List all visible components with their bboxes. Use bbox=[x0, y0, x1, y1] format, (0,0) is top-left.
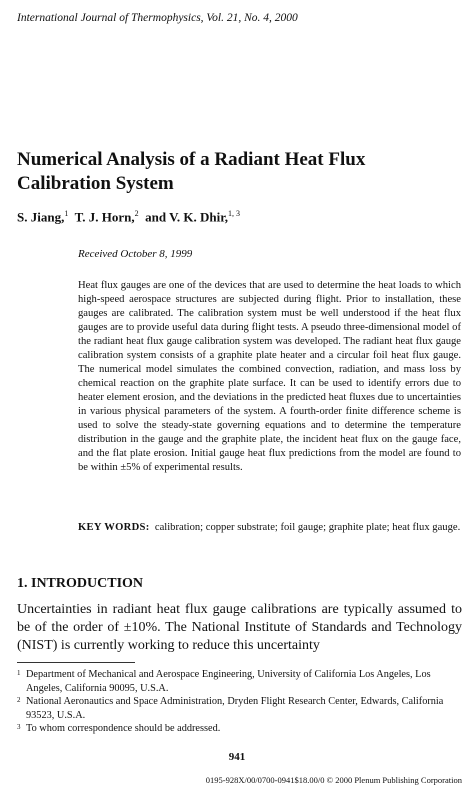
footnote bbox=[17, 695, 462, 722]
author-affiliation-mark: 1, 3 bbox=[228, 209, 241, 218]
body-paragraph: Uncertainties in radiant heat flux gauge calibrations are typically assumed to be of the order of ±10%. The National Institute of Standards and Technology (NIST) is currently working to reduce this uncertainty bbox=[17, 602, 462, 653]
received-date: Received October 8, 1999 bbox=[78, 248, 193, 260]
author-name: T. J. Horn, bbox=[74, 209, 135, 225]
footnote-text: To whom correspondence should be addressed. bbox=[26, 723, 221, 734]
author-list bbox=[17, 209, 240, 225]
footnote-mark: 3 bbox=[17, 723, 21, 731]
keywords bbox=[78, 520, 461, 535]
paper-title: Numerical Analysis of a Radiant Heat Flux Calibration System bbox=[17, 149, 366, 194]
section-heading: 1. INTRODUCTION bbox=[17, 576, 144, 591]
footnote bbox=[17, 722, 462, 736]
copyright-line: 0195-928X/00/0700-0941$18.00/0 © 2000 Plenum Publishing Corporation bbox=[205, 775, 462, 785]
keywords-label: KEY WORDS: bbox=[78, 522, 150, 533]
footnote-divider bbox=[17, 662, 135, 663]
journal-header: International Journal of Thermophysics, Vol. 21, No. 4, 2000 bbox=[17, 12, 298, 24]
footnote-mark: 1 bbox=[17, 669, 21, 677]
page-number: 941 bbox=[228, 751, 246, 763]
footnote-mark: 2 bbox=[17, 696, 21, 704]
footnotes bbox=[17, 668, 462, 736]
abstract-paragraph: Heat flux gauges are one of the devices that are used to determine the heat loads to which high-speed aerospace structures are subjected during flight. Prior to installation, these gauges are calibrated. The calibration system must be well understood if the heat flux gauges are to provide useful data during flight tests. A pseudo three-dimensional model of the radiant heat flux gauge calibration system was developed. The radiant heat flux gauge calibration system consists of a graphite plate heater and a circular foil heat flux gauge. The numerical model simulates the combined convection, radiation, and mass loss by chemical reaction on the graphite plate surface. It can be used to identify errors due to heater element erosion, and the deviations in the predicted heat fluxes due to uncertainties in various physical parameters of the system. A fourth-order finite difference scheme is used to solve the steady-state governing equations and to determine the temperature distribution in the gauge and the graphite plate, the incident heat flux on the gauge face, and the flat plate erosion. Initial gauge heat flux predictions from the model are found to be within ±5% of experimental results. bbox=[78, 280, 461, 473]
keywords-text: calibration; copper substrate; foil gauge; graphite plate; heat flux gauge. bbox=[154, 522, 461, 533]
author-name: S. Jiang, bbox=[17, 209, 65, 225]
footnote bbox=[17, 668, 462, 695]
author-name: and V. K. Dhir, bbox=[145, 209, 229, 225]
footnote-text: National Aeronautics and Space Administration, Dryden Flight Research Center, Edwards, California 93523, U.S.A. bbox=[26, 696, 444, 721]
author-affiliation-mark: 2 bbox=[134, 209, 139, 218]
author-affiliation-mark: 1 bbox=[64, 209, 69, 218]
footnote-text: Department of Mechanical and Aerospace Engineering, University of California Los Angeles, Los Angeles, California 90095, U.S.A. bbox=[26, 669, 431, 694]
